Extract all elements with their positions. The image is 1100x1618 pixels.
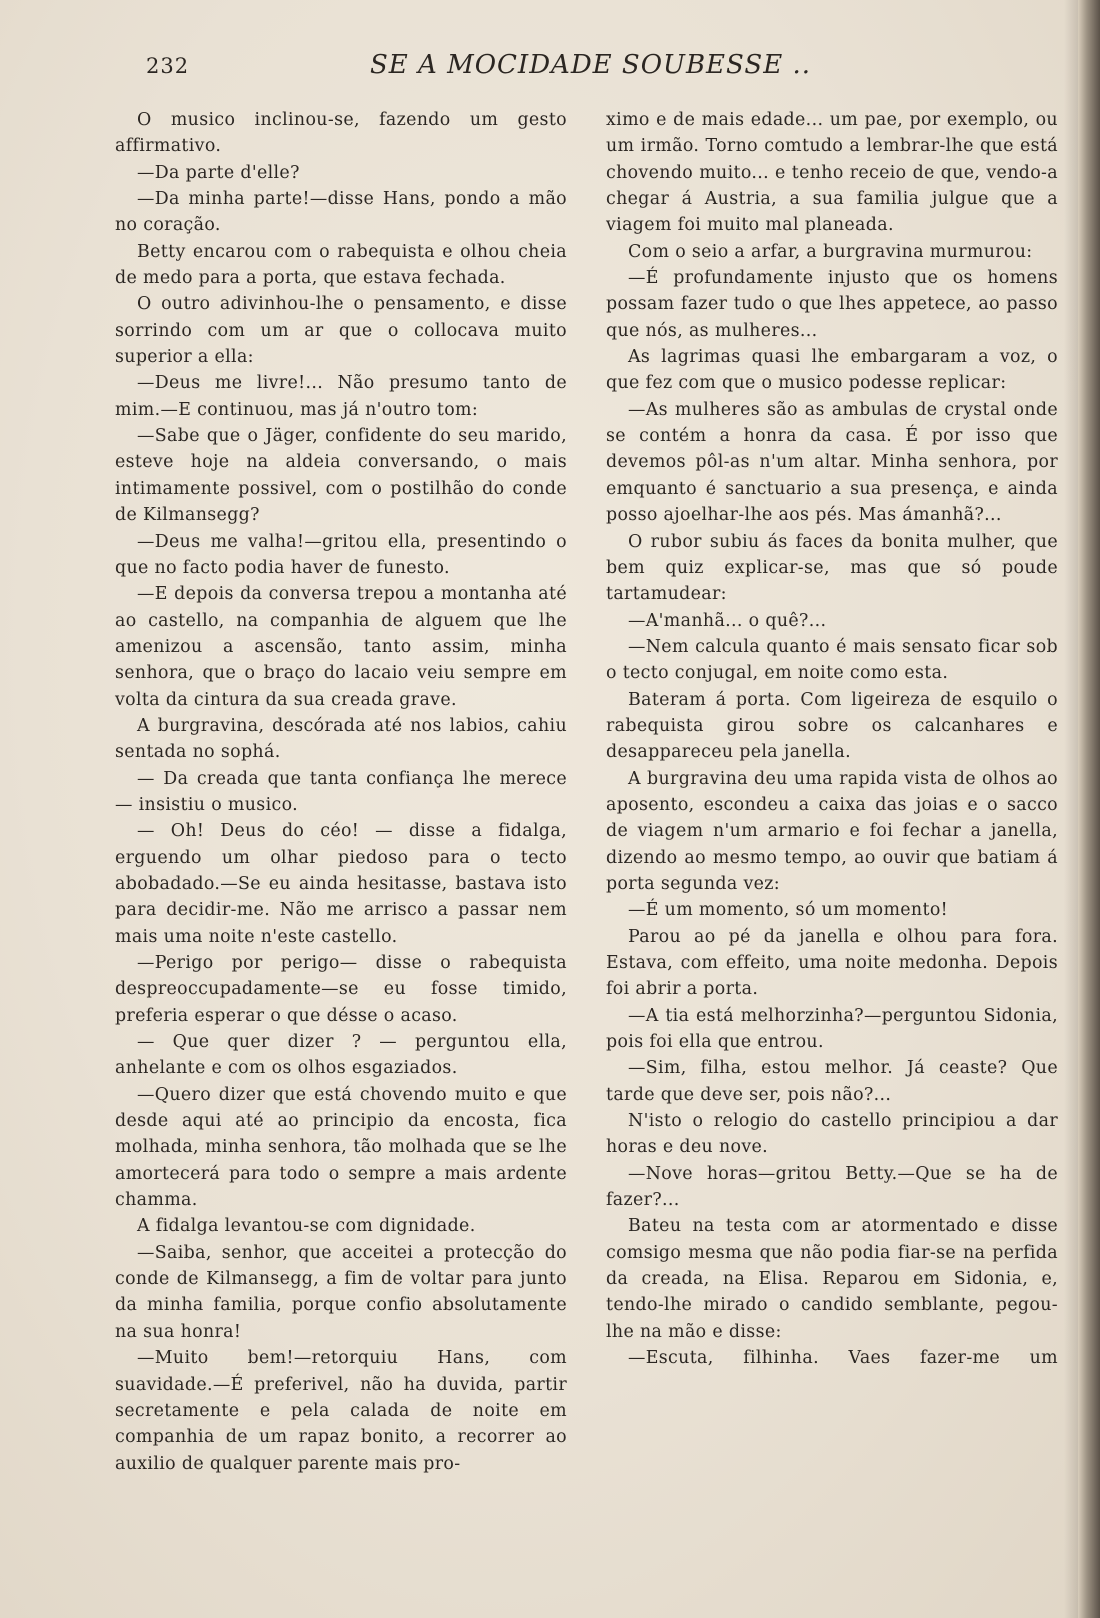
paragraph: —É profundamente injusto que os homens possam fazer tudo o que lhes appetece, ao passo que nós, as mulheres... [606,268,1058,341]
paragraph: Bateram á porta. Com ligeireza de esquilo o rabequista girou sobre os calcanhares e desappareceu pela janella. [606,689,1058,763]
paragraph: —A'manhã... o quê?... [628,610,827,631]
paragraph: As lagrimas quasi lhe embargaram a voz, o que fez com que o musico podesse replicar: [606,347,1058,394]
paragraph: —Nem calcula quanto é mais sensato ficar sob o tecto conjugal, em noite como esta. [606,636,1058,684]
paragraph: —As mulheres são as ambulas de crystal onde se contém a honra da casa. É por isso que devemos pôl-as n'um altar. Minha senhora, por emquanto é sanctuario a sua presença, e ainda posso ajoelhar-lhe aos pés. Mas ámanhã?... [606,399,1058,526]
paragraph: — Oh! Deus do céo! — disse a fidalga, erguendo um olhar piedoso para o tecto abobadado.—Se eu ainda hesitasse, bastava isto para decidir-me. Não me arrisco a passar nem mais uma noite n'este castello. [115,821,567,947]
paragraph: — Que quer dizer ? — perguntou ella, anhelante e com os olhos esgaziados. [115,1032,567,1079]
page-header [146,46,1066,86]
paragraph: Bateu na testa com ar atormentado e disse comsigo mesma que não podia fiar-se na perfida da creada, na Elisa. Reparou em Sidonia, e, tendo-lhe mirado o candido semblante, pegou-lhe na mão e disse: [606,1216,1058,1342]
paragraph: —É um momento, só um momento! [628,900,948,921]
paragraph: —Deus me valha!—gritou ella, presentindo o que no facto podia haver de funesto. [115,531,567,578]
right-text-column [606,107,1058,1372]
paragraph: Betty encarou com o rabequista e olhou cheia de medo para a porta, que estava fechada. [115,241,567,289]
paragraph: —Deus me livre!... Não presumo tanto de mim.—E continuou, mas já n'outro tom: [115,373,567,420]
paragraph: A burgravina deu uma rapida vista de olhos ao aposento, escondeu a caixa das joias e o sacco de viagem n'um armario e foi fechar a janella, dizendo ao mesmo tempo, ao ouvir que batiam á porta segunda vez: [606,768,1058,894]
paragraph: — Da creada que tanta confiança lhe merece — insistiu o musico. [115,768,567,815]
paragraph: Com o seio a arfar, a burgravina murmurou: [628,241,1033,262]
paragraph: ximo e de mais edade... um pae, por exemplo, ou um irmão. Torno comtudo a lembrar-lhe que está chovendo muito... e tenho receio de que, vendo-a chegar á Austria, a sua familia julgue que a viagem foi muito mal planeada. [606,110,1058,236]
paragraph: O outro adivinhou-lhe o pensamento, e disse sorrindo com um ar que o collocava muito superior a ella: [115,294,567,368]
paragraph: —Perigo por perigo— disse o rabequista despreoccupadamente—se eu fosse timido, preferia esperar o que désse o acaso. [115,953,567,1026]
paragraph: —Muito bem!—retorquiu Hans, com suavidade.—É preferivel, não ha duvida, partir secretamente e pela calada de noite em companhia de um rapaz bonito, a recorrer ao auxilio de qualquer parente mais pro- [115,1348,567,1474]
paragraph: —Sim, filha, estou melhor. Já ceaste? Que tarde que deve ser, pois não?... [606,1058,1058,1105]
page-gutter-shadow [1064,0,1078,1618]
paragraph: A burgravina, descórada até nos labios, cahiu sentada no sophá. [115,715,567,763]
paragraph: —E depois da conversa trepou a montanha até ao castello, na companhia de alguem que lhe amenizou a ascensão, tanto assim, minha senhora, que o braço do lacaio veiu sempre em volta da cintura da sua creada grave. [115,584,567,710]
paragraph: O musico inclinou-se, fazendo um gesto affirmativo. [115,110,567,157]
paragraph: O rubor subiu ás faces da bonita mulher, que bem quiz explicar-se, mas que só poude tartamudear: [606,531,1058,605]
paragraph: —Saiba, senhor, que acceitei a protecção do conde de Kilmansegg, a fim de voltar para junto da minha familia, porque confio absolutamente na sua honra! [115,1242,567,1342]
paragraph: —Da parte d'elle? [137,162,300,183]
page-edge [1078,0,1100,1618]
paragraph: —Da minha parte!—disse Hans, pondo a mão no coração. [115,189,567,236]
paragraph: A fidalga levantou-se com dignidade. [137,1216,476,1237]
paragraph: —Nove horas—gritou Betty.—Que se ha de fazer?... [606,1163,1058,1211]
page-number: 232 [146,54,190,78]
paragraph: Parou ao pé da janella e olhou para fora. Estava, com effeito, uma noite medonha. Depois foi abrir a porta. [606,926,1058,1000]
running-title: SE A MOCIDADE SOUBESSE .. [370,50,811,80]
paragraph: N'isto o relogio do castello principiou a dar horas e deu nove. [606,1111,1058,1158]
paragraph: —Sabe que o Jäger, confidente do seu marido, esteve hoje na aldeia conversando, o mais intimamente possivel, com o postilhão do conde de Kilmansegg? [115,426,567,526]
paragraph: —Escuta, filhinha. Vaes fazer-me um [628,1348,1058,1369]
paragraph: —A tia está melhorzinha?—perguntou Sidonia, pois foi ella que entrou. [606,1005,1058,1053]
paragraph: —Quero dizer que está chovendo muito e que desde aqui até ao principio da encosta, fica molhada, minha senhora, tão molhada que se lhe amortecerá para todo o sempre a mais ardente chamma. [115,1084,567,1211]
left-text-column [115,107,567,1477]
